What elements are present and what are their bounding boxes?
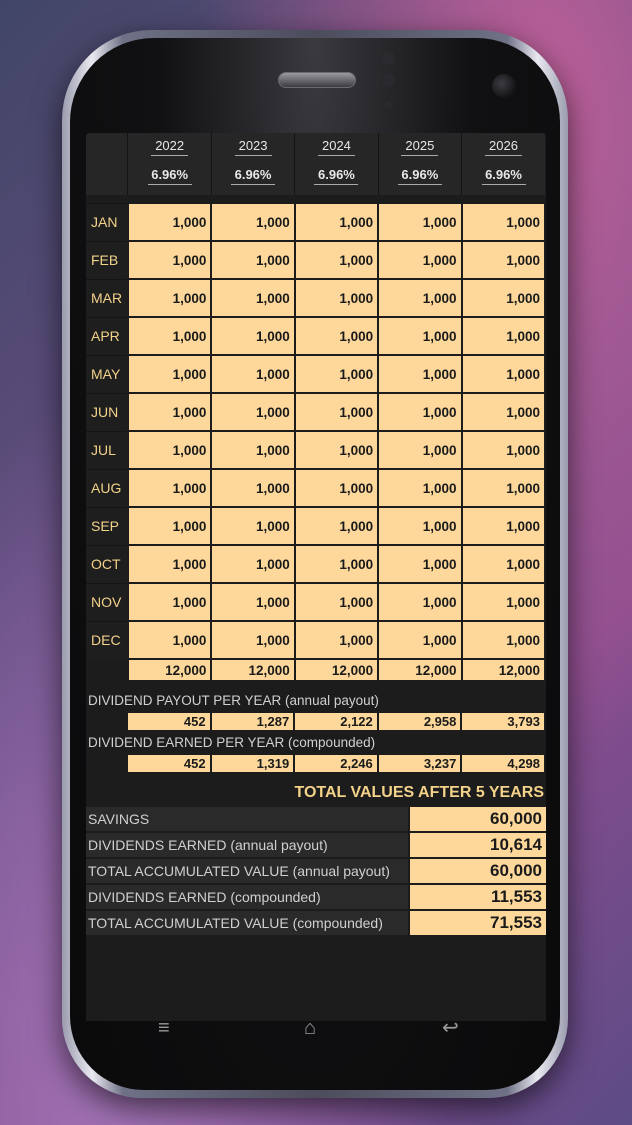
savings-input-cell[interactable]: 1,000 <box>378 355 461 393</box>
dividend-payout-title: DIVIDEND PAYOUT PER YEAR (annual payout) <box>88 693 379 708</box>
month-row <box>86 621 545 659</box>
savings-input-cell[interactable]: 1,000 <box>128 469 211 507</box>
dividend-earned-value: 452 <box>128 755 210 772</box>
month-label: JUL <box>86 431 128 469</box>
year-label[interactable]: 2024 <box>318 138 355 156</box>
summary-row <box>86 807 546 831</box>
savings-input-cell[interactable]: 1,000 <box>128 203 211 241</box>
savings-input-cell[interactable]: 1,000 <box>128 621 211 659</box>
savings-input-cell[interactable]: 1,000 <box>378 583 461 621</box>
proximity-sensor <box>382 52 395 65</box>
summary-row <box>86 833 546 857</box>
summary-row <box>86 859 546 883</box>
rate-input[interactable]: 6.96% <box>148 167 192 185</box>
month-row <box>86 317 545 355</box>
savings-input-cell[interactable]: 1,000 <box>378 431 461 469</box>
dividend-earned-value: 1,319 <box>212 755 294 772</box>
dividend-earned-row <box>128 755 546 772</box>
savings-input-cell[interactable]: 1,000 <box>128 583 211 621</box>
savings-input-cell[interactable]: 1,000 <box>128 279 211 317</box>
month-label: FEB <box>86 241 128 279</box>
year-label[interactable]: 2025 <box>401 138 438 156</box>
savings-input-cell[interactable]: 1,000 <box>211 241 294 279</box>
savings-input-cell[interactable]: 1,000 <box>462 545 545 583</box>
savings-input-cell[interactable]: 1,000 <box>462 393 545 431</box>
summary-value: 10,614 <box>410 833 546 857</box>
rate-input[interactable]: 6.96% <box>482 167 526 185</box>
yearly-total: 12,000 <box>128 659 211 681</box>
month-row <box>86 545 545 583</box>
savings-input-cell[interactable]: 1,000 <box>128 431 211 469</box>
savings-input-cell[interactable]: 1,000 <box>128 317 211 355</box>
year-column-header <box>211 133 294 195</box>
year-label[interactable]: 2026 <box>485 138 522 156</box>
savings-input-cell[interactable]: 1,000 <box>211 583 294 621</box>
yearly-total: 12,000 <box>378 659 461 681</box>
savings-input-cell[interactable]: 1,000 <box>378 203 461 241</box>
yearly-total: 12,000 <box>211 659 294 681</box>
savings-input-cell[interactable]: 1,000 <box>128 507 211 545</box>
monthly-savings-table <box>86 133 546 682</box>
savings-input-cell[interactable]: 1,000 <box>378 507 461 545</box>
front-camera <box>492 74 516 98</box>
savings-input-cell[interactable]: 1,000 <box>378 621 461 659</box>
month-label: MAY <box>86 355 128 393</box>
savings-input-cell[interactable]: 1,000 <box>462 279 545 317</box>
month-row <box>86 203 545 241</box>
led-indicator <box>385 101 392 108</box>
summary-label: TOTAL ACCUMULATED VALUE (annual payout) <box>86 859 408 883</box>
savings-input-cell[interactable]: 1,000 <box>462 203 545 241</box>
savings-input-cell[interactable]: 1,000 <box>462 621 545 659</box>
savings-input-cell[interactable]: 1,000 <box>462 507 545 545</box>
summary-row <box>86 911 546 935</box>
dividend-earned-title: DIVIDEND EARNED PER YEAR (compounded) <box>88 735 376 750</box>
savings-input-cell[interactable]: 1,000 <box>378 279 461 317</box>
year-label[interactable]: 2023 <box>235 138 272 156</box>
summary-value: 71,553 <box>410 911 546 935</box>
month-label: MAR <box>86 279 128 317</box>
savings-input-cell[interactable]: 1,000 <box>462 431 545 469</box>
month-row <box>86 583 545 621</box>
total-label-spacer <box>86 659 128 681</box>
savings-input-cell[interactable]: 1,000 <box>295 203 378 241</box>
month-row <box>86 431 545 469</box>
savings-input-cell[interactable]: 1,000 <box>211 317 294 355</box>
savings-input-cell[interactable]: 1,000 <box>295 621 378 659</box>
savings-input-cell[interactable]: 1,000 <box>378 317 461 355</box>
dividend-earned-value: 3,237 <box>379 755 461 772</box>
app-screen <box>86 133 546 1021</box>
savings-input-cell[interactable]: 1,000 <box>378 393 461 431</box>
month-row <box>86 279 545 317</box>
savings-input-cell[interactable]: 1,000 <box>378 545 461 583</box>
header-gap <box>86 195 545 203</box>
savings-input-cell[interactable]: 1,000 <box>295 393 378 431</box>
savings-input-cell[interactable]: 1,000 <box>211 621 294 659</box>
summary-value: 60,000 <box>410 807 546 831</box>
savings-input-cell[interactable]: 1,000 <box>128 545 211 583</box>
savings-input-cell[interactable]: 1,000 <box>462 355 545 393</box>
light-sensor <box>382 74 395 87</box>
summary-label: SAVINGS <box>86 807 408 831</box>
month-label: JUN <box>86 393 128 431</box>
month-row <box>86 507 545 545</box>
android-nav-bar <box>86 1018 546 1042</box>
savings-input-cell[interactable]: 1,000 <box>211 279 294 317</box>
back-icon[interactable]: ↩ <box>442 1017 459 1039</box>
summary-row <box>86 885 546 909</box>
savings-input-cell[interactable]: 1,000 <box>378 241 461 279</box>
dividend-payout-value: 452 <box>128 713 210 730</box>
savings-input-cell[interactable]: 1,000 <box>295 279 378 317</box>
savings-input-cell[interactable]: 1,000 <box>211 507 294 545</box>
recents-icon[interactable]: ≡ <box>158 1017 170 1039</box>
home-icon[interactable]: ⌂ <box>304 1017 317 1039</box>
month-row <box>86 469 545 507</box>
dividend-payout-value: 2,958 <box>379 713 461 730</box>
savings-input-cell[interactable]: 1,000 <box>211 203 294 241</box>
savings-input-cell[interactable]: 1,000 <box>128 355 211 393</box>
savings-input-cell[interactable]: 1,000 <box>211 545 294 583</box>
month-label: SEP <box>86 507 128 545</box>
month-label: JAN <box>86 203 128 241</box>
savings-input-cell[interactable]: 1,000 <box>211 393 294 431</box>
summary-title: TOTAL VALUES AFTER 5 YEARS <box>294 784 544 801</box>
savings-input-cell[interactable]: 1,000 <box>295 241 378 279</box>
savings-input-cell[interactable]: 1,000 <box>295 545 378 583</box>
savings-input-cell[interactable]: 1,000 <box>295 507 378 545</box>
savings-input-cell[interactable]: 1,000 <box>211 355 294 393</box>
dividend-payout-row <box>128 713 546 730</box>
summary-label: TOTAL ACCUMULATED VALUE (compounded) <box>86 911 408 935</box>
yearly-total: 12,000 <box>462 659 545 681</box>
month-label: NOV <box>86 583 128 621</box>
savings-input-cell[interactable]: 1,000 <box>295 355 378 393</box>
savings-input-cell[interactable]: 1,000 <box>462 583 545 621</box>
year-header-row <box>86 133 545 195</box>
savings-input-cell[interactable]: 1,000 <box>295 583 378 621</box>
year-label[interactable]: 2022 <box>151 138 188 156</box>
savings-input-cell[interactable]: 1,000 <box>462 469 545 507</box>
savings-input-cell[interactable]: 1,000 <box>128 241 211 279</box>
year-column-header <box>378 133 461 195</box>
summary-value: 60,000 <box>410 859 546 883</box>
savings-input-cell[interactable]: 1,000 <box>378 469 461 507</box>
savings-input-cell[interactable]: 1,000 <box>211 469 294 507</box>
month-label: APR <box>86 317 128 355</box>
month-row <box>86 355 545 393</box>
dividend-payout-value: 2,122 <box>295 713 377 730</box>
year-column-header <box>128 133 211 195</box>
yearly-total: 12,000 <box>295 659 378 681</box>
month-label: AUG <box>86 469 128 507</box>
savings-input-cell[interactable]: 1,000 <box>211 431 294 469</box>
savings-input-cell[interactable]: 1,000 <box>295 431 378 469</box>
month-label: DEC <box>86 621 128 659</box>
summary-label: DIVIDENDS EARNED (annual payout) <box>86 833 408 857</box>
year-column-header <box>295 133 378 195</box>
savings-input-cell[interactable]: 1,000 <box>462 241 545 279</box>
rate-input[interactable]: 6.96% <box>314 167 358 185</box>
savings-input-cell[interactable]: 1,000 <box>295 469 378 507</box>
month-label: OCT <box>86 545 128 583</box>
dividend-payout-value: 1,287 <box>212 713 294 730</box>
yearly-total-row <box>86 659 545 681</box>
year-column-header <box>462 133 545 195</box>
dividend-earned-value: 4,298 <box>462 755 544 772</box>
rate-input[interactable]: 6.96% <box>398 167 442 185</box>
dividend-payout-value: 3,793 <box>462 713 544 730</box>
earpiece-speaker <box>278 72 356 88</box>
rate-input[interactable]: 6.96% <box>231 167 275 185</box>
header-corner <box>86 133 128 195</box>
savings-input-cell[interactable]: 1,000 <box>295 317 378 355</box>
savings-input-cell[interactable]: 1,000 <box>128 393 211 431</box>
summary-label: DIVIDENDS EARNED (compounded) <box>86 885 408 909</box>
summary-value: 11,553 <box>410 885 546 909</box>
savings-input-cell[interactable]: 1,000 <box>462 317 545 355</box>
dividend-earned-value: 2,246 <box>295 755 377 772</box>
month-row <box>86 393 545 431</box>
month-row <box>86 241 545 279</box>
